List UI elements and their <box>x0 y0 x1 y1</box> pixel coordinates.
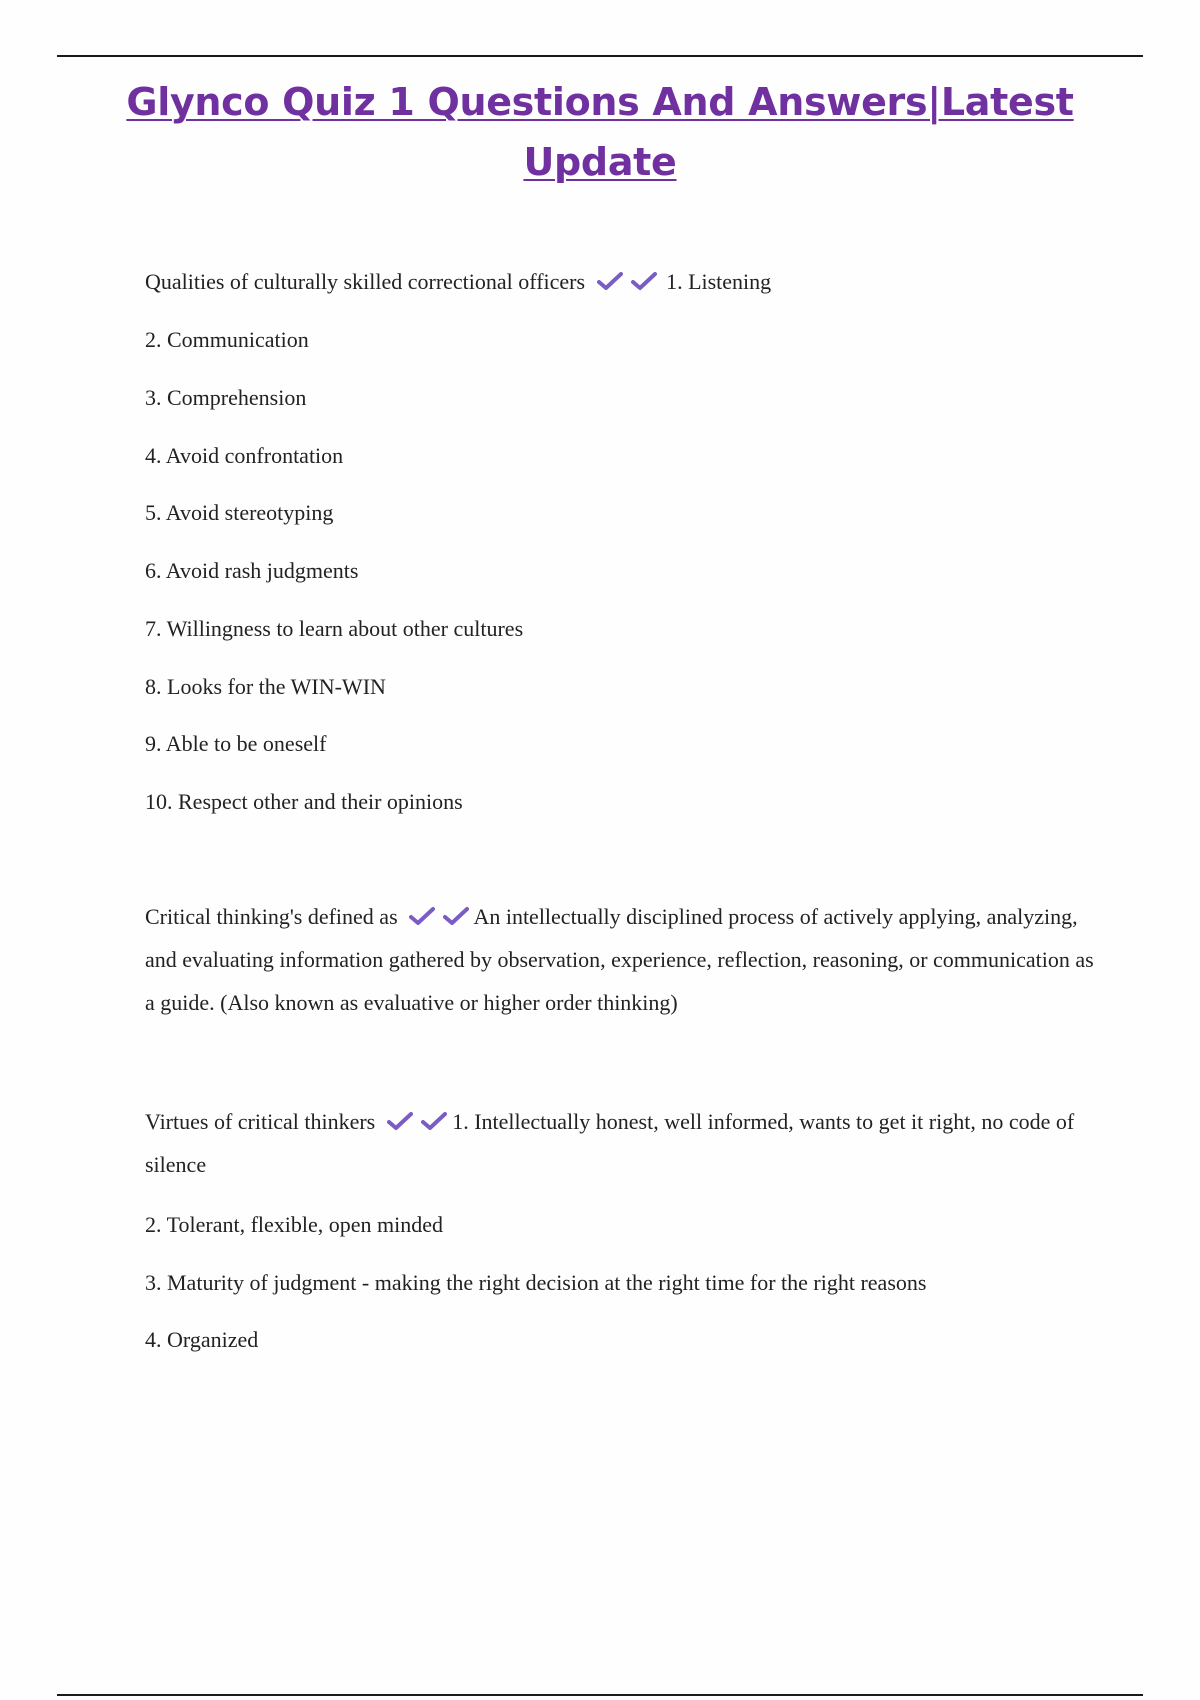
list-item: 3. Maturity of judgment - making the right decision at the right time for the right reasons <box>145 1270 927 1295</box>
title-line-1: Glynco Quiz 1 Questions And Answers|Latest <box>126 80 1074 124</box>
qa-2-block <box>145 895 1095 1024</box>
qa-1-question: Qualities of culturally skilled correctional officers <box>145 269 586 294</box>
qa-1-question-line <box>145 270 1095 294</box>
title-line-2: Update <box>523 140 677 184</box>
check-icon <box>387 1111 413 1131</box>
check-icon <box>443 906 469 926</box>
document-title <box>100 72 1100 192</box>
list-item: 2. Tolerant, flexible, open minded <box>145 1212 444 1237</box>
list-item: 8. Looks for the WIN-WIN <box>145 674 386 699</box>
check-icon <box>631 271 657 291</box>
list-item: 3. Comprehension <box>145 385 307 410</box>
qa-3-answer-first: 1. Intellectually honest, well informed, wants to get it right, no code of silence <box>145 1109 1075 1177</box>
check-icon <box>409 906 435 926</box>
check-icon <box>597 271 623 291</box>
qa-2-question: Critical thinking's defined as <box>145 904 398 929</box>
list-item: 6. Avoid rash judgments <box>145 558 359 583</box>
top-rule <box>57 55 1143 57</box>
bottom-rule <box>57 1694 1143 1696</box>
qa-1-answer-first: 1. Listening <box>666 269 772 294</box>
list-item: 9. Able to be oneself <box>145 731 327 756</box>
list-item: 10. Respect other and their opinions <box>145 789 463 814</box>
list-item: 7. Willingness to learn about other cultures <box>145 616 524 641</box>
list-item: 5. Avoid stereotyping <box>145 500 334 525</box>
check-icon <box>421 1111 447 1131</box>
qa-3-block <box>145 1100 1095 1186</box>
qa-3-question: Virtues of critical thinkers <box>145 1109 376 1134</box>
list-item: 4. Avoid confrontation <box>145 443 344 468</box>
list-item: 4. Organized <box>145 1327 259 1352</box>
list-item: 2. Communication <box>145 327 309 352</box>
qa-2-answer: An intellectually disciplined process of actively applying, analyzing, and evaluating information gathered by observation, experience, reflection, reasoning, or communication as a guide. (Also known as evaluative or higher order thinking) <box>145 904 1094 1015</box>
